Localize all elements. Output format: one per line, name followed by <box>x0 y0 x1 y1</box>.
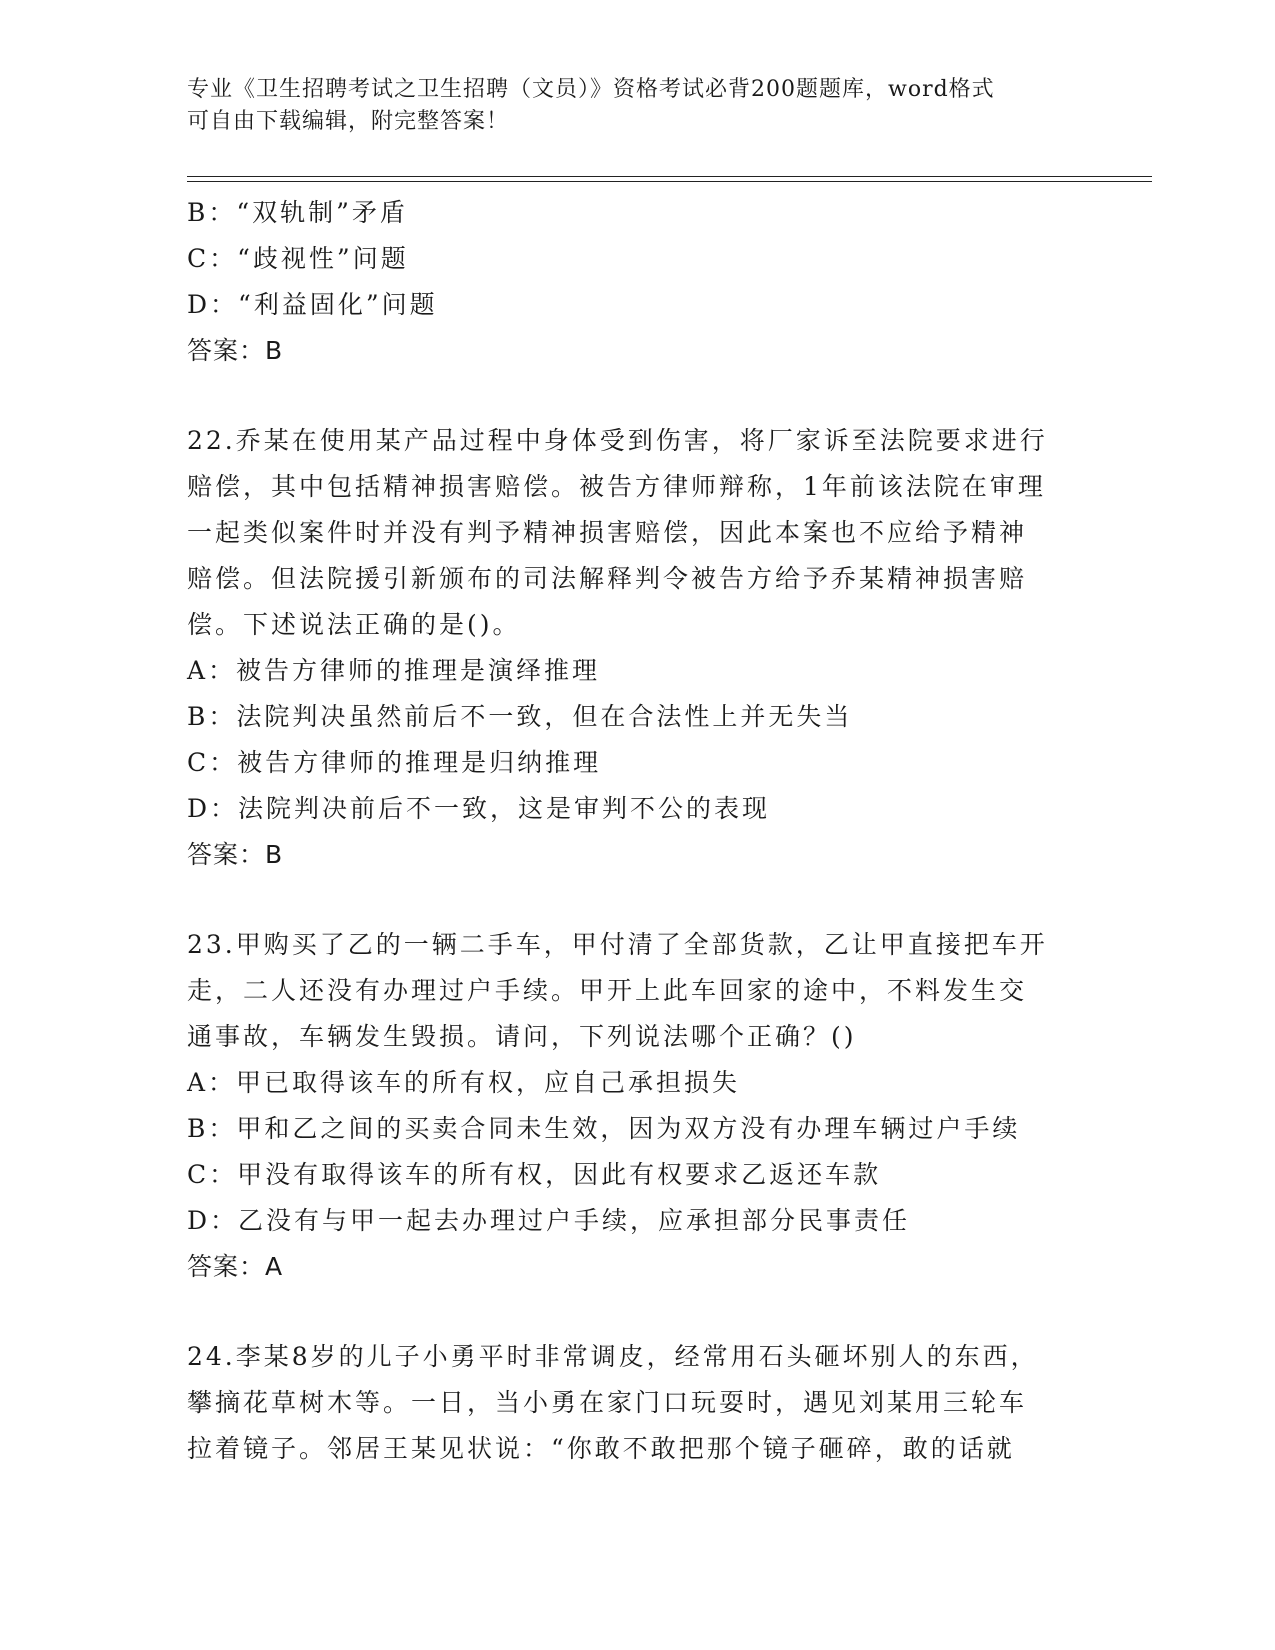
header-title-line-1: 专业《卫生招聘考试之卫生招聘（文员）》资格考试必背200题题库，word格式 <box>187 77 995 102</box>
option-b: B：“双轨制”矛盾 <box>187 198 408 227</box>
spacer <box>187 878 1087 922</box>
document-body <box>187 190 1087 1472</box>
question-stem-line: 走，二人还没有办理过户手续。甲开上此车回家的途中，不料发生交 <box>187 976 1028 1005</box>
page-header <box>187 74 1087 138</box>
option-a: A：甲已取得该车的所有权，应自己承担损失 <box>187 1068 741 1097</box>
answer-line: 答案：B <box>187 336 284 365</box>
option-d: D：“利益固化”问题 <box>187 290 438 319</box>
answer-line: 答案：B <box>187 840 284 869</box>
question-23 <box>187 922 1087 1290</box>
question-21-tail <box>187 190 1087 374</box>
question-stem-line: 攀摘花草树木等。一日，当小勇在家门口玩耍时，遇见刘某用三轮车 <box>187 1388 1028 1417</box>
question-stem-line: 拉着镜子。邻居王某见状说：“你敢不敢把那个镜子砸碎，敢的话就 <box>187 1434 1015 1463</box>
option-b: B：甲和乙之间的买卖合同未生效，因为双方没有办理车辆过户手续 <box>187 1114 1021 1143</box>
option-c: C：甲没有取得该车的所有权，因此有权要求乙返还车款 <box>187 1160 882 1189</box>
answer-line: 答案：A <box>187 1252 284 1281</box>
option-c: C：被告方律师的推理是归纳推理 <box>187 748 602 777</box>
option-d: D：法院判决前后不一致，这是审判不公的表现 <box>187 794 771 823</box>
option-b: B：法院判决虽然前后不一致，但在合法性上并无失当 <box>187 702 853 731</box>
question-stem-line: 22.乔某在使用某产品过程中身体受到伤害，将厂家诉至法院要求进行 <box>187 426 1048 455</box>
option-a: A：被告方律师的推理是演绎推理 <box>187 656 601 685</box>
header-rule-bottom <box>187 181 1152 182</box>
spacer <box>187 1290 1087 1334</box>
question-stem-line: 23.甲购买了乙的一辆二手车，甲付清了全部货款，乙让甲直接把车开 <box>187 930 1048 959</box>
question-stem-line: 一起类似案件时并没有判予精神损害赔偿，因此本案也不应给予精神 <box>187 518 1028 547</box>
question-stem-line: 偿。下述说法正确的是()。 <box>187 610 521 639</box>
question-24 <box>187 1334 1087 1472</box>
question-stem-line: 通事故，车辆发生毁损。请问，下列说法哪个正确？() <box>187 1022 857 1051</box>
spacer <box>187 374 1087 418</box>
question-stem-line: 24.李某8岁的儿子小勇平时非常调皮，经常用石头砸坏别人的东西， <box>187 1342 1039 1371</box>
header-title-line-2: 可自由下载编辑，附完整答案！ <box>187 109 510 134</box>
option-c: C：“歧视性”问题 <box>187 244 409 273</box>
question-stem-line: 赔偿，其中包括精神损害赔偿。被告方律师辩称，1年前该法院在审理 <box>187 472 1046 501</box>
option-d: D：乙没有与甲一起去办理过户手续，应承担部分民事责任 <box>187 1206 911 1235</box>
question-stem-line: 赔偿。但法院援引新颁布的司法解释判令被告方给予乔某精神损害赔 <box>187 564 1028 593</box>
header-rule-top <box>187 176 1152 177</box>
question-22 <box>187 418 1087 878</box>
